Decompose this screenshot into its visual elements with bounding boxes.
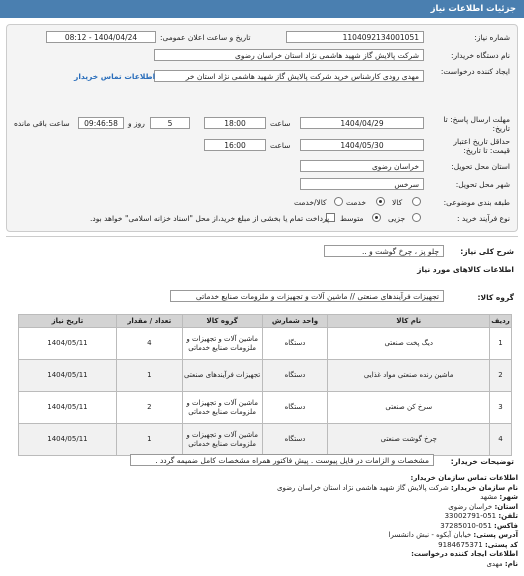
cell-date: 1404/05/11 [19,424,117,456]
cell-no: 4 [490,424,512,456]
contact-info-link[interactable]: اطلاعات تماس خریدار [74,72,156,81]
validity-label: حداقل تاریخ اعتبار قیمت: تا تاریخ: [453,137,510,155]
org-key: نام سازمان خریدار: [450,483,518,492]
cell-group: ماشین آلات و تجهیزات و ملزومات صنایع خدماتی [182,328,262,360]
cell-group: ماشین آلات و تجهیزات و ملزومات صنایع خدماتی [182,392,262,424]
cell-name: ماشین رنده صنعتی مواد غذایی [328,360,490,392]
cell-qty: 2 [116,392,182,424]
cell-unit: دستگاه [262,328,328,360]
category-both-radio[interactable] [334,197,343,206]
creator-info-title: اطلاعات ایجاد کننده درخواست: [411,550,518,558]
remaining-time-field[interactable]: 09:46:58 [78,117,124,129]
cell-name: چرخ گوشت صنعتی [328,424,490,456]
category-service-label: خدمت [346,198,366,207]
cell-unit: دستگاه [262,424,328,456]
category-both-label: کالا/خدمت [294,198,327,207]
cell-no: 2 [490,360,512,392]
page-title: جزئیات اطلاعات نیاز [430,4,516,14]
province-value: خراسان رضوی [448,502,493,511]
col-header-no: ردیف [490,315,512,328]
process-medium-radio[interactable] [372,213,381,222]
fax-key: فاکس: [494,521,518,530]
deadline-time-field[interactable]: 18:00 [204,117,266,129]
first-name-key: نام: [504,559,518,568]
col-header-qty: تعداد / مقدار [116,315,182,328]
announce-label: تاریخ و ساعت اعلان عمومی: [160,33,251,42]
table-row[interactable] [19,328,512,360]
cell-date: 1404/05/11 [19,360,117,392]
cell-qty: 1 [116,360,182,392]
deadline-time-label: ساعت [270,119,291,128]
table-row[interactable] [19,424,512,456]
province-field[interactable]: خراسان رضوی [300,160,424,172]
cell-qty: 1 [116,424,182,456]
group-label: گروه کالا: [477,293,514,302]
phone-key: تلفن: [498,512,518,520]
table-row[interactable] [19,392,512,424]
postal-key: کد پستی: [484,540,518,549]
need-number-label: شماره نیاز: [474,33,510,42]
cell-unit: دستگاه [262,392,328,424]
cell-date: 1404/05/11 [19,328,117,360]
city-label: شهر محل تحویل: [455,180,510,189]
city-key: شهر: [499,493,518,501]
fax-value: 051-37285010 [440,521,492,530]
process-note: پرداخت تمام یا بخشی از مبلغ خرید،از محل "اسناد خزانه اسلامی" خواهد بود. [90,214,330,223]
group-field[interactable]: تجهیزات فرآیندهای صنعتی // ماشین آلات و تجهیزات و ملزومات صنایع خدماتی [170,290,444,302]
creator-label: ایجاد کننده درخواست: [440,67,510,76]
org-value: شرکت پالایش گاز شهید هاشمی نژاد استان خراسان رضوی [276,483,449,492]
phone-value: 051-33002791 [444,512,497,520]
category-service-radio[interactable] [376,197,385,206]
deadline-label: مهلت ارسال پاسخ: تا تاریخ: [443,115,510,133]
city-field[interactable]: سرخس [300,178,424,190]
process-minor-radio[interactable] [412,213,421,222]
address-key: آدرس پستی: [473,531,518,539]
process-label: نوع فرآیند خرید : [456,214,510,223]
cell-group: ماشین آلات و تجهیزات و ملزومات صنایع خدماتی [182,424,262,456]
cell-date: 1404/05/11 [19,392,117,424]
process-minor-label: جزیی [388,214,406,223]
cell-name: سرخ کن صنعتی [328,392,490,424]
cell-unit: دستگاه [262,360,328,392]
address-value: خیابان آبکوه - نبش دانشسرا [388,531,472,539]
items-table [18,314,512,456]
need-number-field[interactable]: 1104092134001051 [286,31,424,43]
process-medium-label: متوسط [340,214,364,223]
cell-group: تجهیزات فرآیندهای صنعتی [182,360,262,392]
buyer-field[interactable]: شرکت پالایش گاز شهید هاشمی نژاد استان خراسان رضوی [154,49,424,61]
goods-info-title: اطلاعات کالاهای مورد نیاز [417,265,514,274]
contact-title: اطلاعات تماس سازمان خریدار: [410,474,518,482]
remaining-label: ساعت باقی مانده [14,119,70,128]
cell-name: دیگ پخت صنعتی [328,328,490,360]
summary-label: شرح کلی نیاز: [460,247,514,256]
deadline-date-field[interactable]: 1404/04/29 [300,117,424,129]
contact-section [277,474,518,569]
buyer-notes-label: توضیحات خریدار: [450,457,514,466]
validity-date-field[interactable]: 1404/05/30 [300,139,424,151]
summary-field[interactable]: چلو پز ، چرخ گوشت و .. [324,245,444,257]
province-label: استان محل تحویل: [451,162,510,171]
table-row[interactable] [19,360,512,392]
creator-field[interactable]: مهدی رودی کارشناس خرید شرکت پالایش گاز شهید هاشمی نژاد استان خر [154,70,424,82]
cell-no: 3 [490,392,512,424]
announce-field[interactable]: 1404/04/24 - 08:12 [46,31,156,43]
buyer-notes-field[interactable]: مشخصات و الزامات در فایل پیوست . پیش فاکتور همراه مشخصات کامل ضمیمه گردد . [130,454,434,466]
cell-qty: 4 [116,328,182,360]
postal-value: 9184675371 [438,540,483,549]
col-header-unit: واحد شمارش [262,315,328,328]
col-header-group: گروه کالا [182,315,262,328]
divider [6,236,518,237]
days-label: روز و [128,119,145,128]
cell-no: 1 [490,328,512,360]
col-header-date: تاریخ نیاز [19,315,117,328]
category-goods-radio[interactable] [412,197,421,206]
validity-time-field[interactable]: 16:00 [204,139,266,151]
city-value: مشهد [480,493,498,501]
col-header-name: نام کالا [328,315,490,328]
days-field[interactable]: 5 [150,117,190,129]
validity-time-label: ساعت [270,141,291,150]
buyer-label: نام دستگاه خریدار: [450,51,510,60]
page-header [0,0,524,18]
first-name-value: مهدی [486,559,503,568]
category-goods-label: کالا [392,198,403,207]
category-label: طبقه بندی موضوعی: [443,198,510,207]
province-key: استان: [494,502,518,511]
